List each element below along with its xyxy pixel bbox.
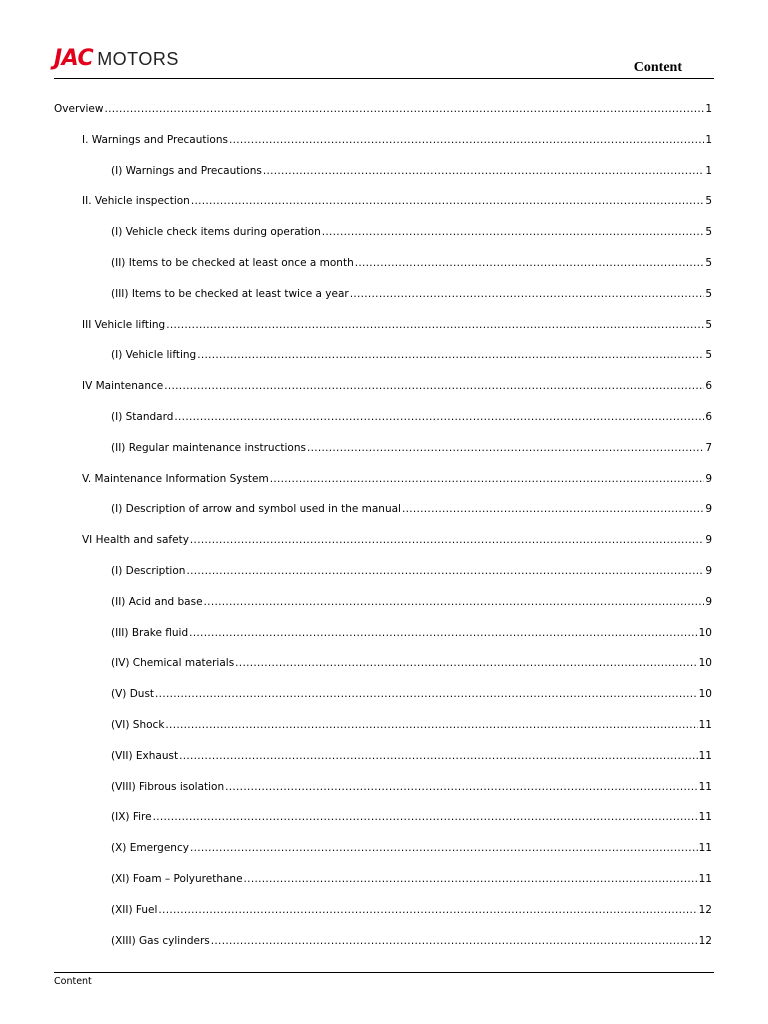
toc-entry[interactable]: [54, 594, 714, 625]
toc-entry[interactable]: [54, 132, 714, 163]
toc-leader-dots: [244, 871, 698, 887]
toc-leader-dots: [350, 286, 705, 302]
toc-entry-label: (IX) Fire: [111, 811, 152, 824]
toc-entry[interactable]: [54, 871, 714, 902]
toc-leader-dots: [153, 809, 698, 825]
toc-entry-page-number: 12: [698, 903, 712, 916]
toc-entry-label: (XIII) Gas cylinders: [111, 934, 210, 947]
toc-entry-page-number: 9: [705, 534, 712, 547]
toc-entry[interactable]: [54, 809, 714, 840]
toc-entry-label: (II) Regular maintenance instructions: [111, 441, 306, 454]
toc-entry-page-number: 11: [698, 749, 712, 762]
toc-entry-label: (XI) Foam – Polyurethane: [111, 872, 243, 885]
toc-entry[interactable]: [54, 409, 714, 440]
toc-leader-dots: [263, 163, 704, 179]
toc-entry-page-number: 5: [705, 287, 712, 300]
toc-leader-dots: [204, 594, 705, 610]
toc-entry[interactable]: [54, 563, 714, 594]
logo-mark: JAC: [54, 46, 94, 71]
toc-entry-label: (IV) Chemical materials: [111, 657, 235, 670]
toc-entry-page-number: 10: [698, 688, 712, 701]
toc-entry-page-number: 5: [705, 256, 712, 269]
toc-leader-dots: [190, 532, 704, 548]
toc-entry-label: (I) Vehicle lifting: [111, 349, 197, 362]
toc-entry[interactable]: [54, 347, 714, 378]
toc-leader-dots: [179, 748, 698, 764]
toc-leader-dots: [164, 378, 704, 394]
toc-entry-page-number: 6: [705, 410, 712, 423]
toc-entry[interactable]: [54, 655, 714, 686]
toc-entry-page-number: 5: [705, 349, 712, 362]
toc-entry-label: (I) Standard: [111, 410, 174, 423]
toc-entry-page-number: 9: [705, 595, 712, 608]
toc-leader-dots: [225, 779, 698, 795]
toc-entry-page-number: 1: [705, 164, 712, 177]
toc-leader-dots: [191, 193, 705, 209]
toc-entry-label: (I) Description of arrow and symbol used in the manual: [111, 503, 401, 516]
toc-entry[interactable]: [54, 779, 714, 810]
toc-leader-dots: [186, 563, 704, 579]
toc-entry-page-number: 6: [705, 380, 712, 393]
toc-entry[interactable]: [54, 286, 714, 317]
toc-entry[interactable]: [54, 748, 714, 779]
toc-entry-label: IV Maintenance: [82, 380, 164, 393]
toc-entry-label: (II) Items to be checked at least once a month: [111, 256, 354, 269]
table-of-contents: [54, 101, 714, 963]
toc-entry-label: (VIII) Fibrous isolation: [111, 780, 225, 793]
header-title: Content: [633, 60, 682, 75]
toc-entry-label: II. Vehicle inspection: [82, 195, 190, 208]
toc-leader-dots: [270, 471, 705, 487]
toc-entry-page-number: 7: [705, 441, 712, 454]
toc-entry[interactable]: [54, 933, 714, 964]
toc-leader-dots: [229, 132, 704, 148]
toc-leader-dots: [355, 255, 705, 271]
toc-entry-page-number: 5: [705, 195, 712, 208]
toc-entry-page-number: 5: [705, 226, 712, 239]
toc-entry-page-number: 9: [705, 472, 712, 485]
toc-entry-label: VI Health and safety: [82, 534, 189, 547]
toc-entry[interactable]: [54, 717, 714, 748]
toc-leader-dots: [166, 317, 704, 333]
toc-entry-page-number: 10: [698, 626, 712, 639]
toc-leader-dots: [104, 101, 704, 117]
toc-entry[interactable]: [54, 101, 714, 132]
toc-entry-page-number: 10: [698, 657, 712, 670]
toc-leader-dots: [189, 625, 697, 641]
toc-leader-dots: [155, 686, 698, 702]
toc-entry-label: I. Warnings and Precautions: [82, 133, 228, 146]
page-footer: [54, 972, 714, 987]
toc-entry-label: (II) Acid and base: [111, 595, 203, 608]
toc-entry-page-number: 1: [705, 133, 712, 146]
toc-entry-label: (I) Vehicle check items during operation: [111, 226, 321, 239]
toc-entry-page-number: 11: [698, 872, 712, 885]
toc-entry-label: V. Maintenance Information System: [82, 472, 269, 485]
toc-leader-dots: [211, 933, 698, 949]
toc-entry-label: (XII) Fuel: [111, 903, 158, 916]
logo-text: MOTORS: [97, 49, 179, 69]
toc-entry-page-number: 9: [705, 564, 712, 577]
toc-entry-label: (I) Description: [111, 564, 186, 577]
toc-entry-label: (III) Brake fluid: [111, 626, 189, 639]
toc-leader-dots: [322, 224, 705, 240]
toc-entry[interactable]: [54, 532, 714, 563]
toc-entry-page-number: 11: [698, 811, 712, 824]
footer-label: Content: [54, 976, 92, 987]
toc-entry-label: Overview: [54, 103, 104, 115]
toc-leader-dots: [402, 501, 704, 517]
toc-leader-dots: [197, 347, 704, 363]
toc-entry-page-number: 1: [705, 103, 712, 115]
toc-entry[interactable]: [54, 224, 714, 255]
toc-entry[interactable]: [54, 840, 714, 871]
toc-entry[interactable]: [54, 625, 714, 656]
toc-leader-dots: [307, 440, 704, 456]
toc-leader-dots: [158, 902, 697, 918]
toc-entry-label: (I) Warnings and Precautions: [111, 164, 262, 177]
page-header: [54, 48, 714, 79]
toc-entry[interactable]: [54, 163, 714, 194]
toc-entry[interactable]: [54, 193, 714, 224]
toc-entry[interactable]: [54, 501, 714, 532]
toc-entry[interactable]: [54, 471, 714, 502]
toc-entry-page-number: 11: [698, 718, 712, 731]
toc-entry-page-number: 9: [705, 503, 712, 516]
toc-entry-page-number: 5: [705, 318, 712, 331]
toc-entry-label: III Vehicle lifting: [82, 318, 166, 331]
toc-entry[interactable]: [54, 255, 714, 286]
jac-motors-logo: [54, 48, 179, 70]
toc-entry[interactable]: [54, 378, 714, 409]
toc-entry-label: (VII) Exhaust: [111, 749, 179, 762]
toc-leader-dots: [235, 655, 697, 671]
toc-entry-page-number: 12: [698, 934, 712, 947]
toc-entry-label: (V) Dust: [111, 688, 155, 701]
toc-entry-label: (X) Emergency: [111, 842, 189, 855]
toc-entry-page-number: 11: [698, 780, 712, 793]
toc-leader-dots: [174, 409, 704, 425]
toc-entry-page-number: 11: [698, 842, 712, 855]
toc-entry-label: (VI) Shock: [111, 718, 165, 731]
toc-entry-label: (III) Items to be checked at least twice a year: [111, 287, 349, 300]
toc-entry[interactable]: [54, 440, 714, 471]
toc-entry[interactable]: [54, 686, 714, 717]
toc-leader-dots: [165, 717, 697, 733]
toc-entry[interactable]: [54, 317, 714, 348]
toc-entry[interactable]: [54, 902, 714, 933]
toc-leader-dots: [190, 840, 698, 856]
